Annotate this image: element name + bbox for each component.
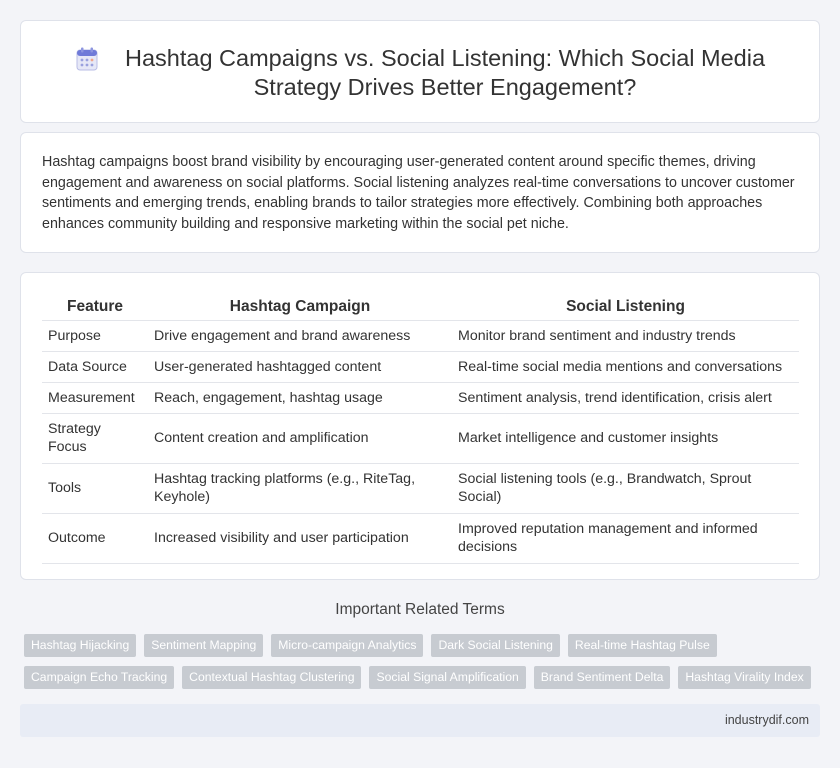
table-row (42, 320, 799, 351)
row-social-listening: Social listening tools (e.g., Brandwatch, Sprout Social) (458, 471, 752, 505)
tag-contextual-hashtag-clustering[interactable]: Contextual Hashtag Clustering (182, 666, 361, 689)
row-social-listening: Real-time social media mentions and conversations (458, 358, 783, 375)
tag-hashtag-hijacking[interactable]: Hashtag Hijacking (24, 634, 136, 657)
row-social-listening: Improved reputation management and informed decisions (458, 521, 758, 555)
row-social-listening: Market intelligence and customer insights (458, 430, 719, 446)
tag-social-signal-amplification[interactable]: Social Signal Amplification (369, 666, 525, 689)
tag-row (24, 666, 820, 689)
table-header-row (42, 295, 799, 320)
row-feature: Strategy Focus (48, 421, 101, 455)
comparison-table (42, 295, 799, 564)
tag-sentiment-mapping[interactable]: Sentiment Mapping (144, 634, 263, 657)
intro-card (20, 132, 820, 253)
related-terms-title: Important Related Terms (335, 601, 505, 618)
row-feature: Outcome (48, 530, 106, 546)
header-hashtag-campaign: Hashtag Campaign (229, 298, 371, 316)
related-terms-tags (24, 634, 820, 698)
title-card (20, 20, 820, 123)
comparison-card (20, 272, 820, 580)
footer-site-link[interactable]: industrydif.com (724, 713, 809, 727)
row-feature: Tools (48, 480, 82, 496)
header-social-listening: Social Listening (566, 298, 685, 316)
row-hashtag-campaign: Drive engagement and brand awareness (154, 327, 411, 344)
table-row (42, 413, 799, 463)
row-hashtag-campaign: Reach, engagement, hashtag usage (154, 389, 383, 406)
row-hashtag-campaign: Increased visibility and user participation (154, 530, 409, 546)
header-feature: Feature (67, 298, 123, 316)
calendar-icon (76, 47, 98, 71)
row-feature: Measurement (48, 389, 135, 406)
footer (20, 704, 820, 737)
row-hashtag-campaign: User-generated hashtagged content (154, 358, 382, 375)
row-feature: Data Source (48, 358, 127, 375)
tag-hashtag-virality-index[interactable]: Hashtag Virality Index (678, 666, 810, 689)
row-feature: Purpose (48, 327, 101, 344)
tag-row (24, 634, 820, 657)
intro-paragraph: Hashtag campaigns boost brand visibility by encouraging user-generated content around specific themes, driving engagement and awareness on social platforms. Social listening analyzes real-time conversations to uncover customer sentiments and emerging trends, enabling brands to tailor strategies more effectively. Combining both approaches enhances community building and responsive marketing within the social pet niche. (42, 154, 795, 232)
page-title: Hashtag Campaigns vs. Social Listening: Which Social Media Strategy Drives Better Engagement? (124, 45, 766, 100)
table-row (42, 463, 799, 513)
row-social-listening: Monitor brand sentiment and industry trends (458, 327, 736, 344)
tag-dark-social-listening[interactable]: Dark Social Listening (431, 634, 559, 657)
table-row (42, 382, 799, 413)
table-row (42, 513, 799, 563)
table-row (42, 351, 799, 382)
tag-micro-campaign-analytics[interactable]: Micro-campaign Analytics (271, 634, 423, 657)
row-hashtag-campaign: Content creation and amplification (154, 430, 369, 446)
tag-real-time-hashtag-pulse[interactable]: Real-time Hashtag Pulse (568, 634, 717, 657)
tag-brand-sentiment-delta[interactable]: Brand Sentiment Delta (534, 666, 671, 689)
row-hashtag-campaign: Hashtag tracking platforms (e.g., RiteTag, Keyhole) (154, 471, 416, 505)
row-social-listening: Sentiment analysis, trend identification, crisis alert (458, 389, 772, 406)
tag-campaign-echo-tracking[interactable]: Campaign Echo Tracking (24, 666, 174, 689)
